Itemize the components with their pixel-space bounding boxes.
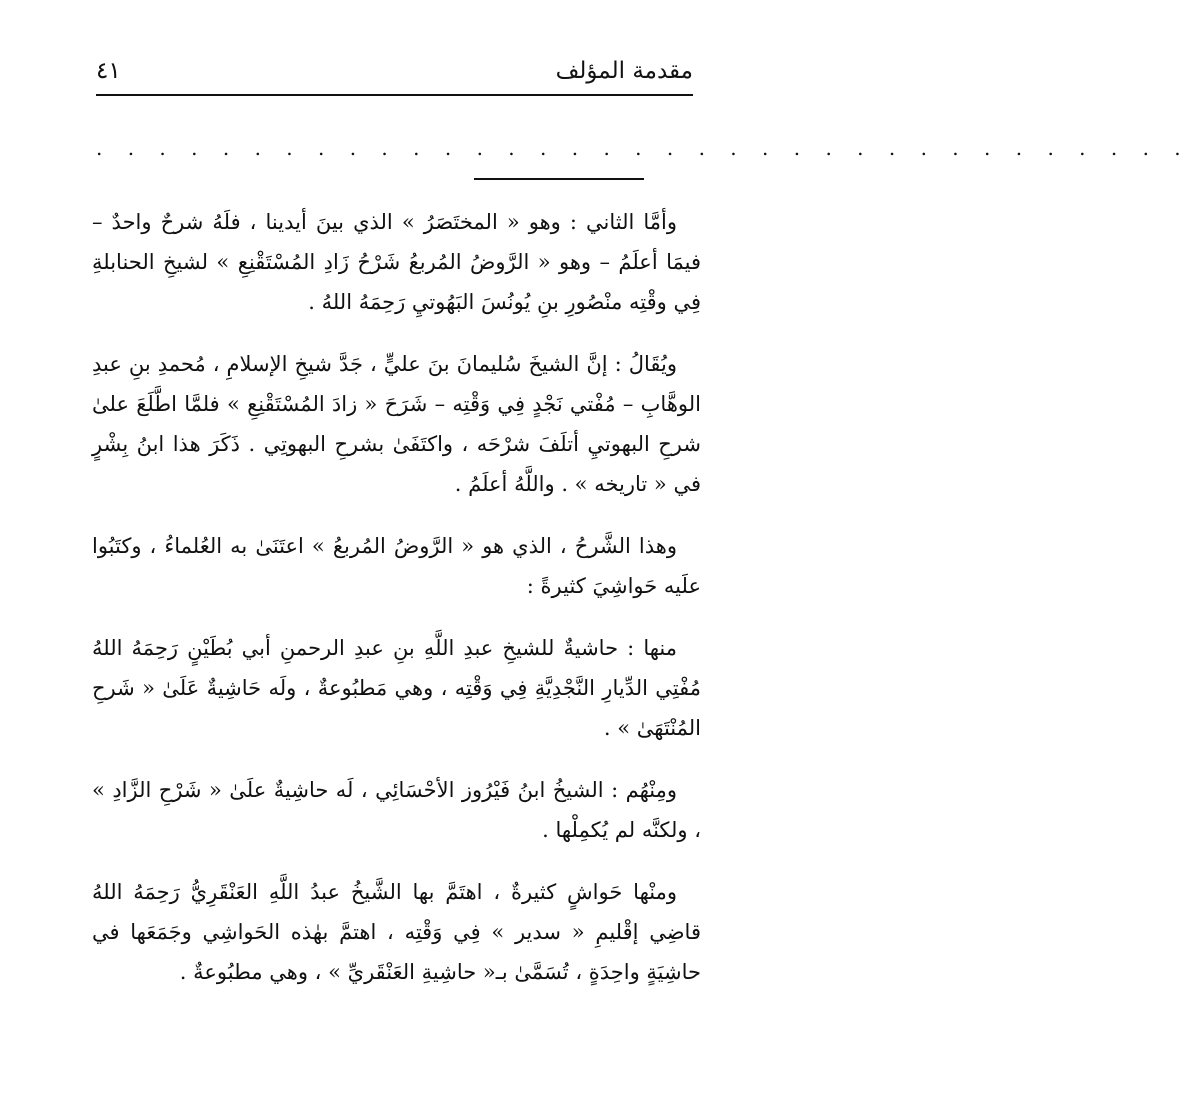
paragraph: وهذا الشَّرحُ ، الذي هو « الرَّوضُ المُربعُ » اعتَنَىٰ به العُلماءُ ، وكتَبُوا علَيه حَواشِيَ كثيرةً : xyxy=(92,534,701,598)
paragraph: ومنْها حَواشٍ كثيرةٌ ، اهتَمَّ بها الشَّيخُ عبدُ اللَّهِ العَنْقَرِيُّ رَحِمَهُ اللهُ قاضِي إقْليمِ « سدير » فِي وَقْتِه ، اهتمَّ بهٰذه الحَواشِي وجَمَعَها في حاشِيَةٍ واحِدَةٍ ، تُسَمَّىٰ بـ« حاشِيةِ العَنْقَريِّ » ، وهي مطبُوعةٌ . xyxy=(92,880,701,984)
running-title: مقدمة المؤلف xyxy=(555,58,693,84)
paragraph: منها : حاشيةٌ للشيخِ عبدِ اللَّهِ بنِ عبدِ الرحمنِ أبي بُطَيْنٍ رَحِمَهُ اللهُ مُفْتِي الدِّيارِ النَّجْدِيَّةِ فِي وَقْتِه ، وهي مَطبُوعةٌ ، ولَه حَاشِيةٌ عَلَىٰ « شَرحِ المُنْتَهَىٰ » . xyxy=(92,636,701,740)
paragraph: وأمَّا الثاني : وهو « المختَصَرُ » الذي بينَ أيدينا ، فلَهُ شرحٌ واحدٌ – فيمَا أعلَمُ – وهو « الرَّوضُ المُربعُ شَرْحُ زَادِ المُسْتَقْنِعِ » لشيخِ الحنابلةِ فِي وقْتِه منْصُورِ بنِ يُونُسَ البَهُوتيِ رَحِمَهُ اللهُ . xyxy=(92,210,701,314)
footnote-continuation-dots: . . . . . . . . . . . . . . . . . . . . . . . . . . . . . . . . . . . xyxy=(96,136,1190,160)
main-text xyxy=(92,202,701,1014)
page-number: ٤١ xyxy=(96,58,121,84)
paragraph: ويُقَالُ : إنَّ الشيخَ سُليمانَ بنَ عليٍّ ، جَدَّ شيخِ الإسلامِ ، مُحمدِ بنِ عبدِ الوهَّابِ – مُفْتي نَجْدٍ فِي وَقْتِه – شَرَحَ « زادَ المُسْتَقْنِعِ » فلمَّا اطَّلَعَ علىٰ شرحِ البهوتيِ أتلَفَ شرْحَه ، واكتَفَىٰ بشرحِ البهوتِي . ذَكَرَ هذا ابنُ بِشْرٍ في « تاريخه » . واللَّهُ أعلَمُ . xyxy=(92,352,701,496)
page-header xyxy=(96,54,693,96)
separator-rule xyxy=(474,178,644,180)
paragraph: ومِنْهُم : الشيخُ ابنُ فَيْرُوز الأحْسَائِي ، لَه حاشِيةٌ علَىٰ « شَرْحِ الزَّادِ » ، ولكنَّه لم يُكمِلْها . xyxy=(92,778,701,842)
